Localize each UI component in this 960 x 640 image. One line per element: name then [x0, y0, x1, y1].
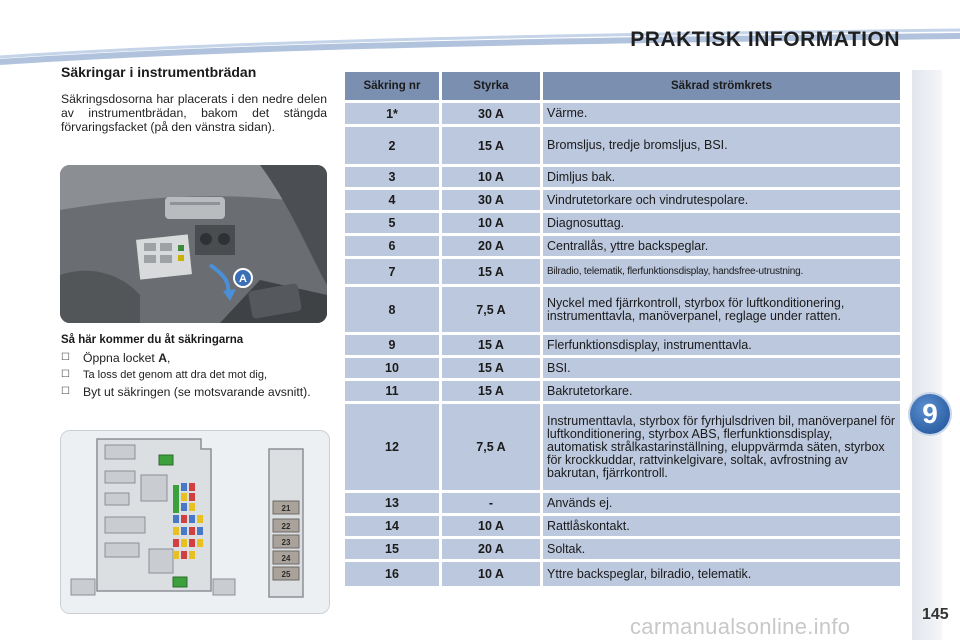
fuse-box-diagram — [60, 430, 330, 614]
fuse-circuit: Värme. — [543, 103, 900, 124]
fuse-number: 8 — [345, 287, 442, 332]
fuse-number: 10 — [345, 358, 442, 378]
fuse-rating: 7,5 A — [442, 404, 543, 490]
fuse-rating: 30 A — [442, 190, 543, 210]
watermark: carmanualsonline.info — [630, 614, 851, 639]
dashboard-photo — [60, 165, 327, 323]
fuse-rating: 10 A — [442, 213, 543, 233]
table-row — [345, 259, 900, 284]
fuse-number: 9 — [345, 335, 442, 355]
fuse-table-header — [345, 72, 900, 100]
fuse-circuit: Bromsljus, tredje bromsljus, BSI. — [543, 127, 900, 164]
fuse-rating: 15 A — [442, 381, 543, 401]
table-row — [345, 167, 900, 187]
col-header-rating: Styrka — [442, 72, 543, 100]
fuse-rating: - — [442, 493, 543, 513]
fuse-circuit: Diagnosuttag. — [543, 213, 900, 233]
fuse-label-23: 23 — [281, 538, 291, 547]
table-row — [345, 539, 900, 559]
fuse-number: 11 — [345, 381, 442, 401]
fuse-number: 15 — [345, 539, 442, 559]
access-steps — [61, 351, 327, 402]
access-step — [61, 351, 327, 365]
access-title: Så här kommer du åt säkringarna — [61, 334, 244, 346]
table-row — [345, 358, 900, 378]
fuse-rating: 30 A — [442, 103, 543, 124]
table-row — [345, 516, 900, 536]
fuse-circuit: Används ej. — [543, 493, 900, 513]
fuse-circuit: Instrumenttavla, styrbox för fyrhjulsdriven bil, manöverpanel för luftkonditionering, styrbox ABS, flerfunktionsdisplay, automatisk strålkastarinställning, eluppvärmda säten, styrbox för krockkuddar, rattvinkelgivare, soltak, avfrostning av bakrutan, fjärrkontroll. — [543, 404, 900, 490]
fuse-number: 12 — [345, 404, 442, 490]
fuse-circuit: Yttre backspeglar, bilradio, telematik. — [543, 562, 900, 586]
step-text-tail: , — [167, 351, 171, 365]
fuse-rating: 20 A — [442, 236, 543, 256]
table-row — [345, 287, 900, 332]
step-text: Ta loss det genom att dra det mot dig, — [83, 369, 268, 381]
step-emphasis: A — [158, 351, 168, 365]
table-row — [345, 103, 900, 124]
fuse-label-21: 21 — [281, 504, 291, 513]
fuse-rating: 7,5 A — [442, 287, 543, 332]
fuse-circuit: Bakrutetorkare. — [543, 381, 900, 401]
fuse-circuit: Soltak. — [543, 539, 900, 559]
intro-paragraph: Säkringsdosorna har placerats i den nedre delen av instrumentbrädan, bakom det stängda förvaringsfacket (på den vänstra sidan). — [61, 92, 327, 134]
chapter-tab[interactable]: 9 — [910, 394, 950, 434]
photo-callout-a: A — [239, 273, 247, 285]
table-row — [345, 127, 900, 164]
section-title: Säkringar i instrumentbrädan — [61, 64, 257, 80]
checkbox-bullet-icon: ☐ — [61, 352, 70, 363]
dashboard-photo-illustration — [60, 165, 327, 323]
col-header-fuse-no: Säkring nr — [345, 72, 442, 100]
page-header-title: PRAKTISK INFORMATION — [630, 28, 900, 51]
fuse-number: 13 — [345, 493, 442, 513]
col-header-circuit: Säkrad strömkrets — [543, 72, 900, 100]
fuse-label-25: 25 — [281, 570, 291, 579]
table-row — [345, 190, 900, 210]
table-row — [345, 213, 900, 233]
fuse-rating: 15 A — [442, 127, 543, 164]
fuse-circuit: Vindrutetorkare och vindrutespolare. — [543, 190, 900, 210]
fuse-circuit: Dimljus bak. — [543, 167, 900, 187]
checkbox-bullet-icon: ☐ — [61, 369, 70, 380]
step-text: Byt ut säkringen (se motsvarande avsnitt). — [83, 385, 311, 399]
fuse-rating: 10 A — [442, 516, 543, 536]
fuse-circuit: Centrallås, yttre backspeglar. — [543, 236, 900, 256]
table-row — [345, 493, 900, 513]
fuse-rating: 10 A — [442, 167, 543, 187]
table-row — [345, 381, 900, 401]
page-number: 145 — [922, 606, 949, 623]
fuse-circuit: Rattlåskontakt. — [543, 516, 900, 536]
fuse-circuit: BSI. — [543, 358, 900, 378]
access-step — [61, 368, 327, 382]
fuse-circuit: Bilradio, telematik, flerfunktionsdisplay, handsfree-utrustning. — [543, 259, 900, 284]
fuse-number: 14 — [345, 516, 442, 536]
fuse-circuit: Flerfunktionsdisplay, instrumenttavla. — [543, 335, 900, 355]
table-row — [345, 562, 900, 586]
fuse-number: 7 — [345, 259, 442, 284]
fuse-table — [345, 69, 900, 589]
fuse-rating: 15 A — [442, 259, 543, 284]
fuse-number: 16 — [345, 562, 442, 586]
fuse-label-22: 22 — [281, 522, 291, 531]
fuse-rating: 15 A — [442, 358, 543, 378]
step-text: Öppna locket — [83, 351, 159, 365]
fuse-number: 6 — [345, 236, 442, 256]
fuse-number: 4 — [345, 190, 442, 210]
access-step — [61, 385, 327, 399]
fuse-number: 5 — [345, 213, 442, 233]
fuse-box-diagram-illustration — [61, 431, 329, 613]
fuse-rating: 20 A — [442, 539, 543, 559]
fuse-number: 3 — [345, 167, 442, 187]
fuse-number: 2 — [345, 127, 442, 164]
fuse-label-24: 24 — [281, 554, 291, 563]
fuse-rating: 10 A — [442, 562, 543, 586]
table-row — [345, 236, 900, 256]
fuse-rating: 15 A — [442, 335, 543, 355]
fuse-circuit: Nyckel med fjärrkontroll, styrbox för luftkonditionering, instrumenttavla, manöverpanel, reglage under ratten. — [543, 287, 900, 332]
right-margin-strip — [912, 70, 942, 640]
table-row — [345, 404, 900, 490]
table-row — [345, 335, 900, 355]
checkbox-bullet-icon: ☐ — [61, 386, 70, 397]
fuse-number: 1* — [345, 103, 442, 124]
